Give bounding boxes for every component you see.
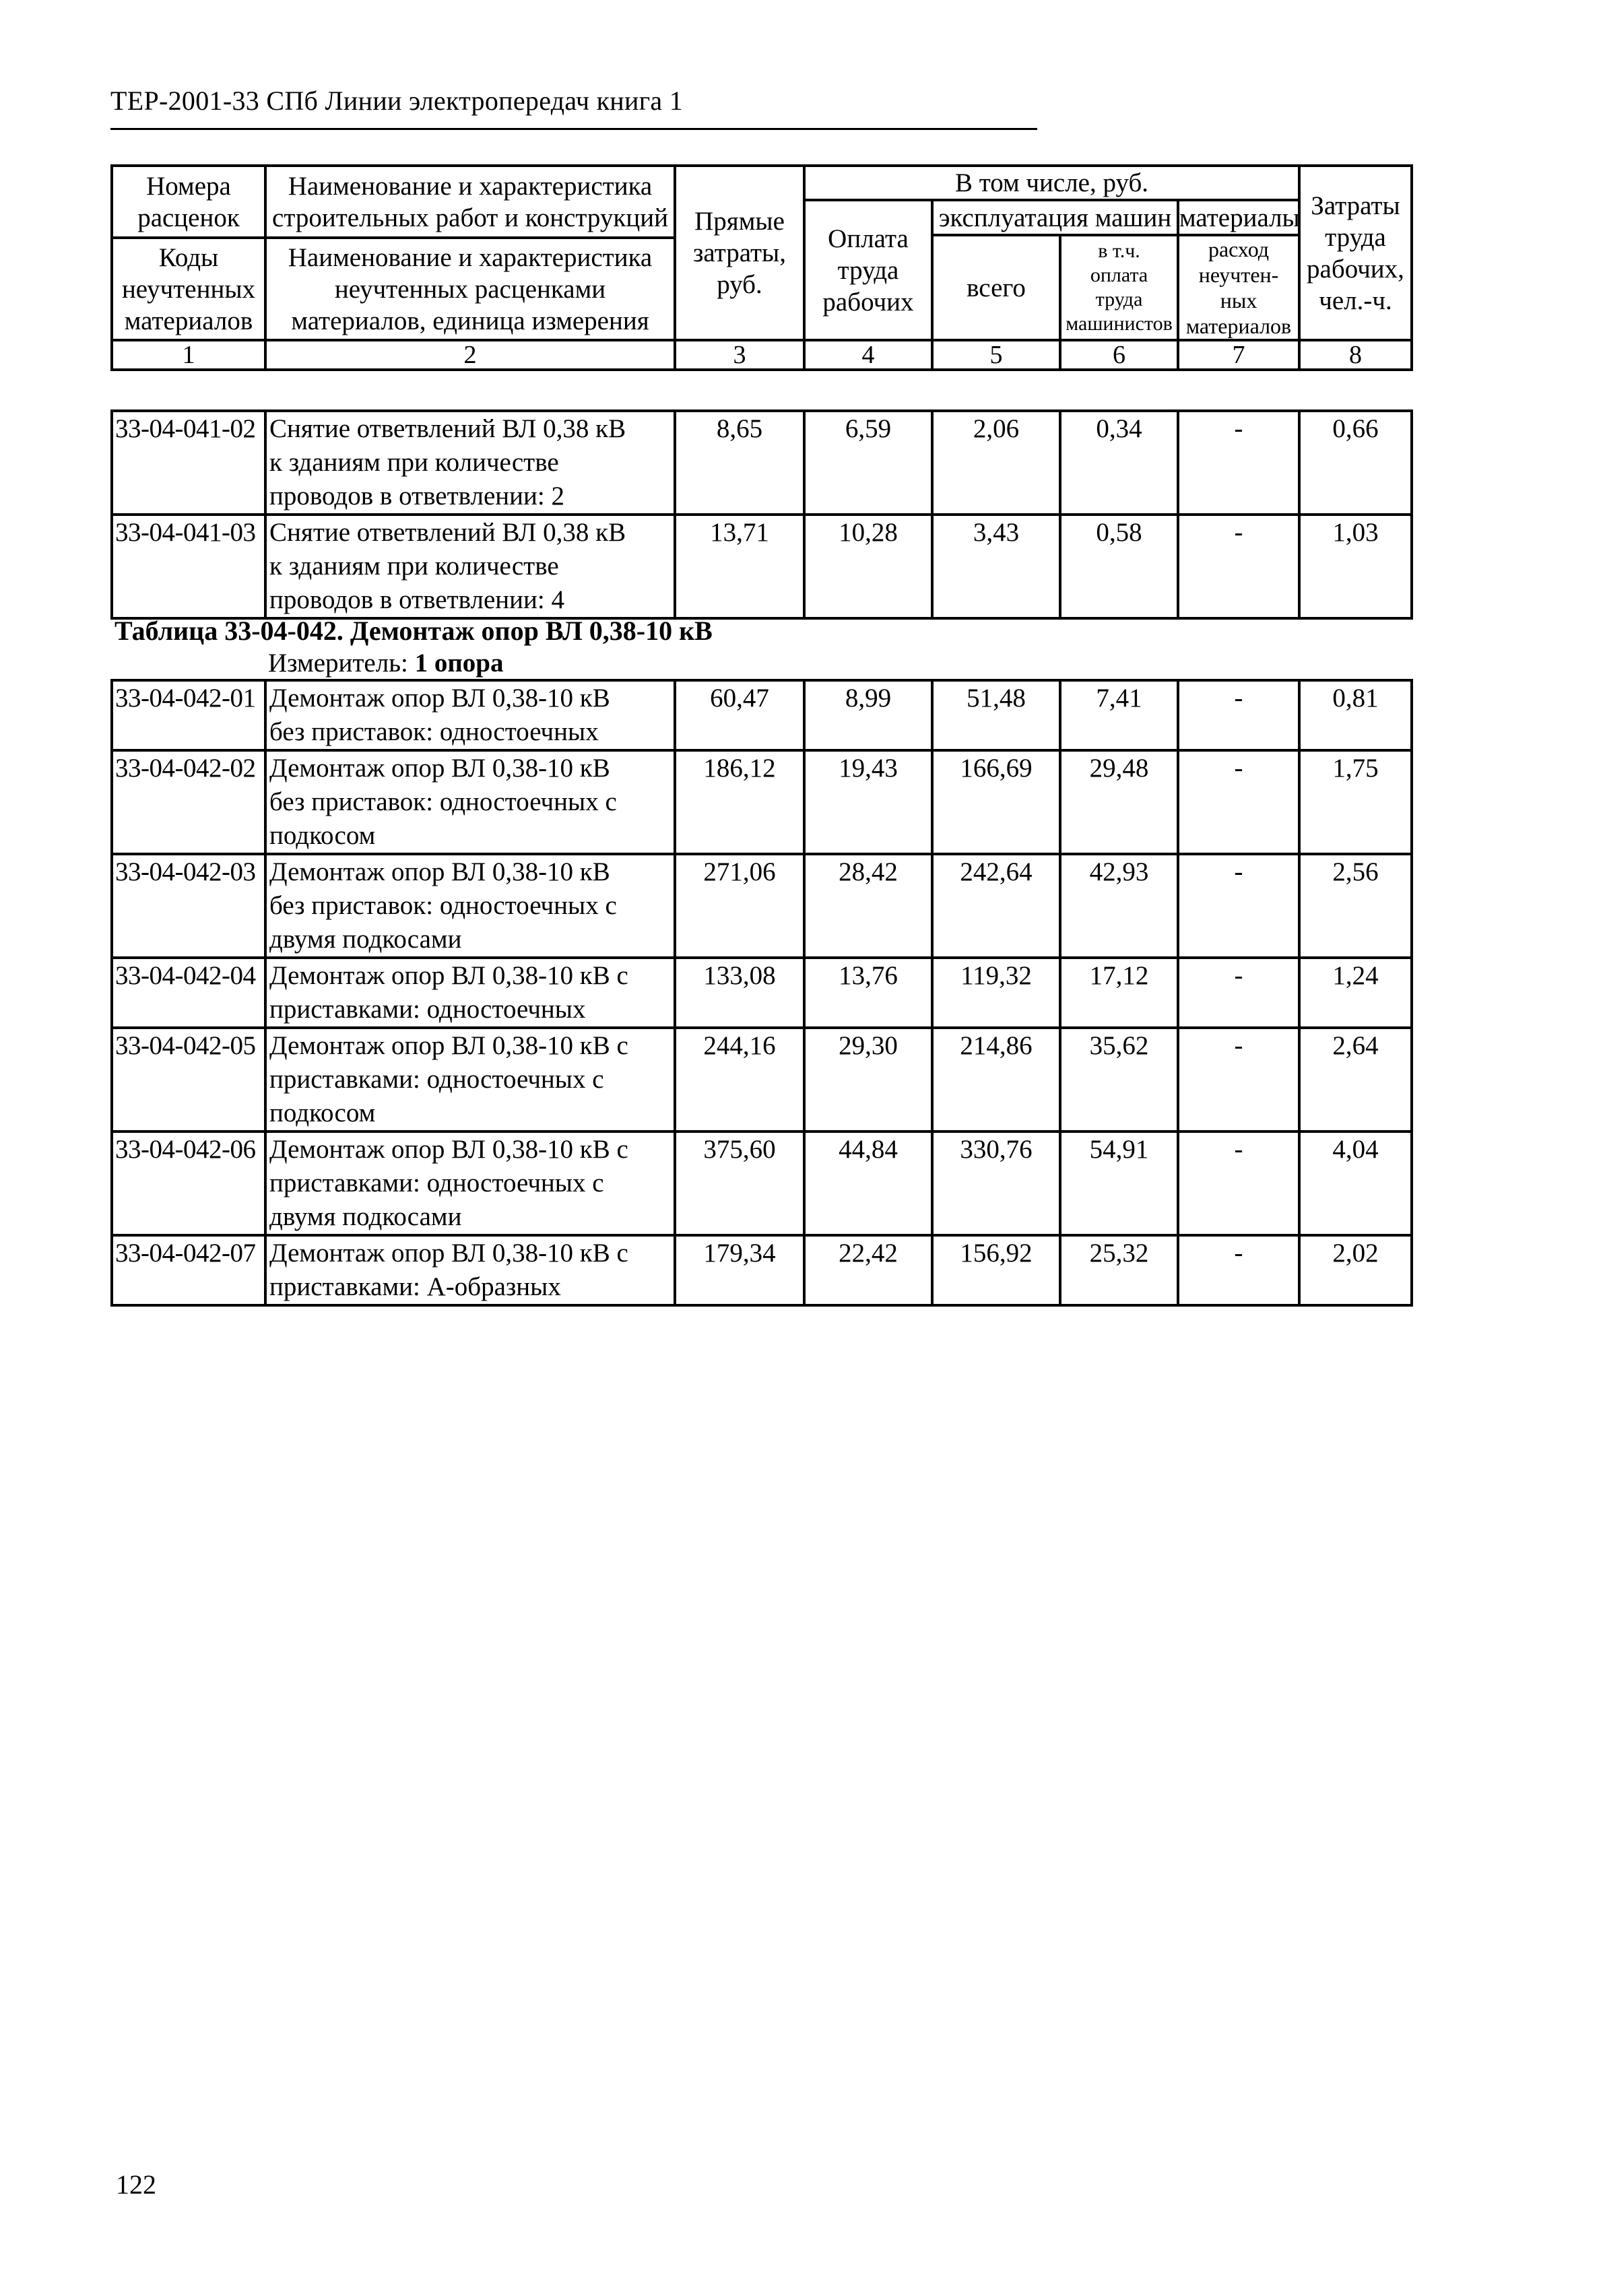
table-row [112, 680, 1412, 750]
operators-pay: 42,93 [1060, 854, 1178, 958]
direct-costs: 13,71 [675, 515, 804, 618]
labor-hours: 1,24 [1299, 958, 1412, 1028]
direct-costs: 179,34 [675, 1235, 804, 1305]
operators-pay: 0,58 [1060, 515, 1178, 618]
column-number-2: 2 [265, 340, 675, 370]
labor-hours: 0,81 [1299, 680, 1412, 750]
work-name: Демонтаж опор ВЛ 0,38-10 кВ без приставок: одностоечных [265, 680, 675, 750]
rate-code: 33-04-042-06 [112, 1131, 265, 1235]
direct-costs: 186,12 [675, 750, 804, 854]
table-row [112, 854, 1412, 958]
labor-hours: 4,04 [1299, 1131, 1412, 1235]
labor-hours: 0,66 [1299, 411, 1412, 515]
unaccounted-materials: - [1178, 958, 1299, 1028]
column-number-3: 3 [675, 340, 804, 370]
worker-pay: 28,42 [804, 854, 932, 958]
machines-total: 166,69 [932, 750, 1060, 854]
unaccounted-materials: - [1178, 854, 1299, 958]
direct-costs: 60,47 [675, 680, 804, 750]
header-materials-group: материалы [1178, 200, 1299, 235]
machines-total: 2,06 [932, 411, 1060, 515]
labor-hours: 1,75 [1299, 750, 1412, 854]
page-number: 122 [116, 2169, 156, 2200]
machines-total: 242,64 [932, 854, 1060, 958]
labor-hours: 2,64 [1299, 1028, 1412, 1131]
worker-pay: 13,76 [804, 958, 932, 1028]
table-row [112, 1028, 1412, 1131]
table-meter: Измеритель: 1 опора [268, 649, 504, 678]
table-row [112, 958, 1412, 1028]
direct-costs: 375,60 [675, 1131, 804, 1235]
column-header-table [110, 164, 1413, 371]
rate-code: 33-04-041-03 [112, 515, 265, 618]
header-work-name: Наименование и характеристика строительных работ и конструкций [265, 166, 675, 238]
labor-hours: 2,56 [1299, 854, 1412, 958]
rate-code: 33-04-042-05 [112, 1028, 265, 1131]
machines-total: 119,32 [932, 958, 1060, 1028]
column-number-1: 1 [112, 340, 265, 370]
column-number-4: 4 [804, 340, 932, 370]
direct-costs: 271,06 [675, 854, 804, 958]
unaccounted-materials: - [1178, 1235, 1299, 1305]
rate-code: 33-04-042-07 [112, 1235, 265, 1305]
operators-pay: 35,62 [1060, 1028, 1178, 1131]
header-machines-total: всего [932, 235, 1060, 340]
work-name: Демонтаж опор ВЛ 0,38-10 кВ с приставками: А-образных [265, 1235, 675, 1305]
machines-total: 156,92 [932, 1235, 1060, 1305]
rate-code: 33-04-041-02 [112, 411, 265, 515]
header-labor-hours: Затраты труда рабочих, чел.-ч. [1299, 166, 1412, 340]
work-name: Снятие ответвлений ВЛ 0,38 кВ к зданиям при количестве проводов в ответвлении: 4 [265, 515, 675, 618]
labor-hours: 2,02 [1299, 1235, 1412, 1305]
table-row [112, 1235, 1412, 1305]
machines-total: 214,86 [932, 1028, 1060, 1131]
header-material-name: Наименование и характеристика неучтенных расценками материалов, единица измерения [265, 238, 675, 340]
operators-pay: 29,48 [1060, 750, 1178, 854]
work-name: Демонтаж опор ВЛ 0,38-10 кВ без приставок: одностоечных с двумя подкосами [265, 854, 675, 958]
column-number-8: 8 [1299, 340, 1412, 370]
column-number-7: 7 [1178, 340, 1299, 370]
table-row [112, 411, 1412, 515]
worker-pay: 22,42 [804, 1235, 932, 1305]
operators-pay: 54,91 [1060, 1131, 1178, 1235]
unaccounted-materials: - [1178, 680, 1299, 750]
table-row [112, 515, 1412, 618]
rate-code: 33-04-042-04 [112, 958, 265, 1028]
worker-pay: 29,30 [804, 1028, 932, 1131]
header-operators-pay: в т.ч. оплата труда машинистов [1060, 235, 1178, 340]
column-number-6: 6 [1060, 340, 1178, 370]
work-name: Демонтаж опор ВЛ 0,38-10 кВ с приставками: одностоечных с двумя подкосами [265, 1131, 675, 1235]
direct-costs: 8,65 [675, 411, 804, 515]
machines-total: 330,76 [932, 1131, 1060, 1235]
direct-costs: 244,16 [675, 1028, 804, 1131]
header-rule [110, 128, 1037, 130]
header-worker-pay: Оплата труда рабочих [804, 200, 932, 340]
unaccounted-materials: - [1178, 1131, 1299, 1235]
operators-pay: 0,34 [1060, 411, 1178, 515]
operators-pay: 17,12 [1060, 958, 1178, 1028]
worker-pay: 6,59 [804, 411, 932, 515]
header-machines-group: эксплуатация машин [932, 200, 1178, 235]
worker-pay: 8,99 [804, 680, 932, 750]
table-row [112, 750, 1412, 854]
worker-pay: 10,28 [804, 515, 932, 618]
header-rate-numbers: Номера расценок [112, 166, 265, 238]
unaccounted-materials: - [1178, 750, 1299, 854]
column-number-5: 5 [932, 340, 1060, 370]
table-row [112, 1131, 1412, 1235]
unaccounted-materials: - [1178, 411, 1299, 515]
header-including-group: В том числе, руб. [804, 166, 1299, 200]
rate-code: 33-04-042-01 [112, 680, 265, 750]
table-33-04-042 [110, 679, 1413, 1307]
rate-code: 33-04-042-02 [112, 750, 265, 854]
worker-pay: 19,43 [804, 750, 932, 854]
table-33-04-041 [110, 409, 1413, 620]
worker-pay: 44,84 [804, 1131, 932, 1235]
table-title: Таблица 33-04-042. Демонтаж опор ВЛ 0,38-10 кВ [115, 616, 713, 646]
header-material-codes: Коды неучтенных материалов [112, 238, 265, 340]
operators-pay: 7,41 [1060, 680, 1178, 750]
labor-hours: 1,03 [1299, 515, 1412, 618]
work-name: Демонтаж опор ВЛ 0,38-10 кВ с приставками: одностоечных с подкосом [265, 1028, 675, 1131]
direct-costs: 133,08 [675, 958, 804, 1028]
work-name: Демонтаж опор ВЛ 0,38-10 кВ с приставками: одностоечных [265, 958, 675, 1028]
rate-code: 33-04-042-03 [112, 854, 265, 958]
running-header: ТЕР-2001-33 СПб Линии электропередач книга 1 [110, 86, 684, 116]
unaccounted-materials: - [1178, 515, 1299, 618]
work-name: Снятие ответвлений ВЛ 0,38 кВ к зданиям при количестве проводов в ответвлении: 2 [265, 411, 675, 515]
unaccounted-materials: - [1178, 1028, 1299, 1131]
header-unaccounted-materials: расход неучтен- ных материалов [1178, 235, 1299, 340]
work-name: Демонтаж опор ВЛ 0,38-10 кВ без приставок: одностоечных с подкосом [265, 750, 675, 854]
operators-pay: 25,32 [1060, 1235, 1178, 1305]
machines-total: 51,48 [932, 680, 1060, 750]
header-direct-costs: Прямые затраты, руб. [675, 166, 804, 340]
machines-total: 3,43 [932, 515, 1060, 618]
